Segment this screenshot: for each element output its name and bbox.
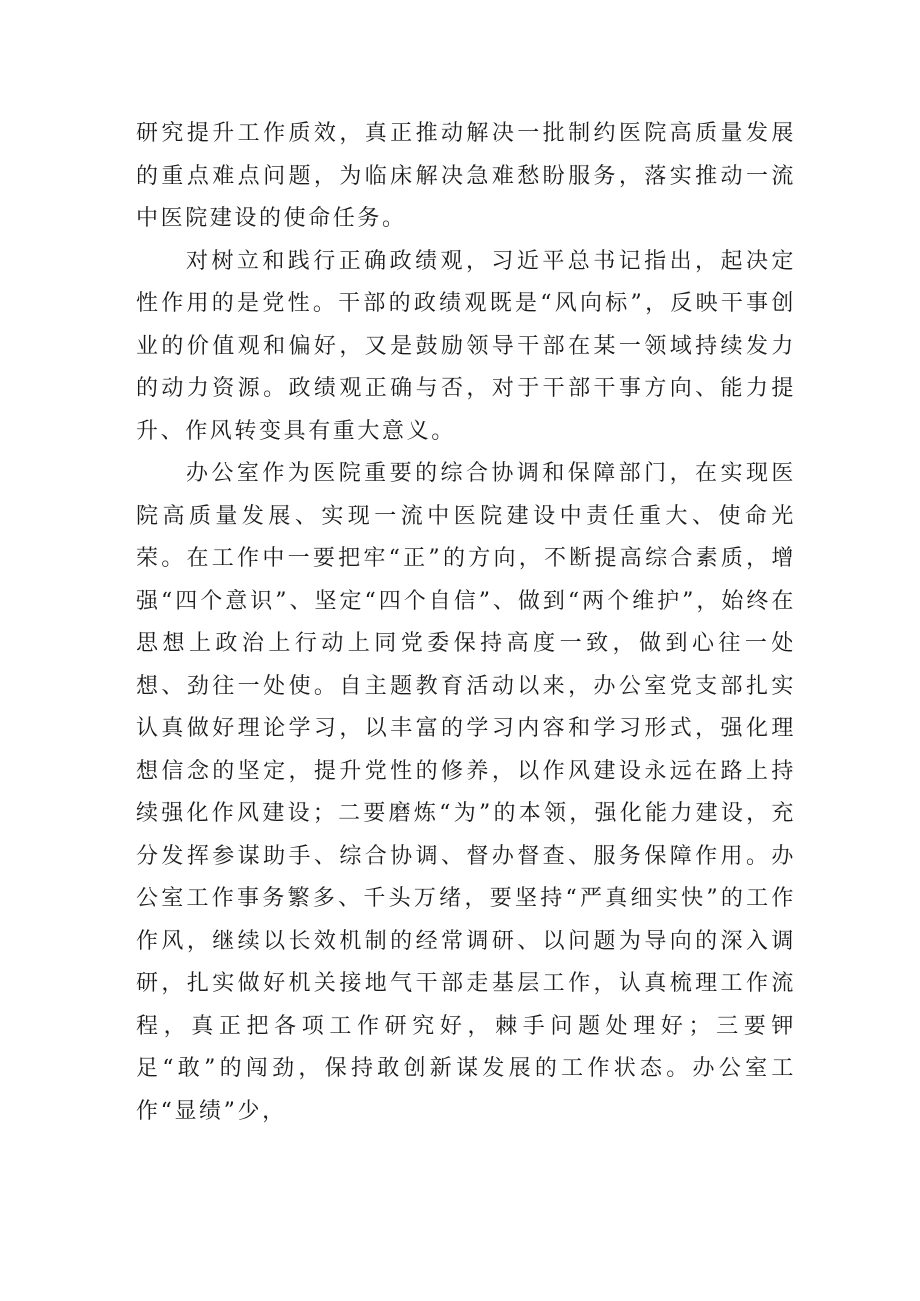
paragraph-continuation: 研究提升工作质效，真正推动解决一批制约医院高质量发展的重点难点问题，为临床解决急难愁盼服务，落实推动一流中医院建设的使命任务。 <box>136 121 796 231</box>
paragraph-political-achievement: 对树立和践行正确政绩观，习近平总书记指出，起决定性作用的是党性。干部的政绩观既是“风向标”，反映干事创业的价值观和偏好，又是鼓励领导干部在某一领域持续发力的动力资源。政绩观正确与否，对于干部干事方向、能力提升、作风转变具有重大意义。 <box>136 248 796 444</box>
paragraph-office-role: 办公室作为医院重要的综合协调和保障部门，在实现医院高质量发展、实现一流中医院建设中责任重大、使命光荣。在工作中一要把牢“正”的方向，不断提高综合素质，增强“四个意识”、坚定“四个自信”、做到“两个维护”，始终在思想上政治上行动上同党委保持高度一致，做到心往一处想、劲往一处使。自主题教育活动以来，办公室党支部扎实认真做好理论学习，以丰富的学习内容和学习形式，强化理想信念的坚定，提升党性的修养，以作风建设永远在路上持续强化作风建设；二要磨炼“为”的本领，强化能力建设，充分发挥参谋助手、综合协调、督办督查、服务保障作用。办公室工作事务繁多、千头万绪，要坚持“严真细实快”的工作作风，继续以长效机制的经常调研、以问题为导向的深入调研，扎实做好机关接地气干部走基层工作，认真梳理工作流程，真正把各项工作研究好，棘手问题处理好；三要钾足“敢”的闯劲，保持敢创新谋发展的工作状态。办公室工作“显绩”少， <box>136 461 796 1124</box>
document-body <box>136 113 796 1133</box>
